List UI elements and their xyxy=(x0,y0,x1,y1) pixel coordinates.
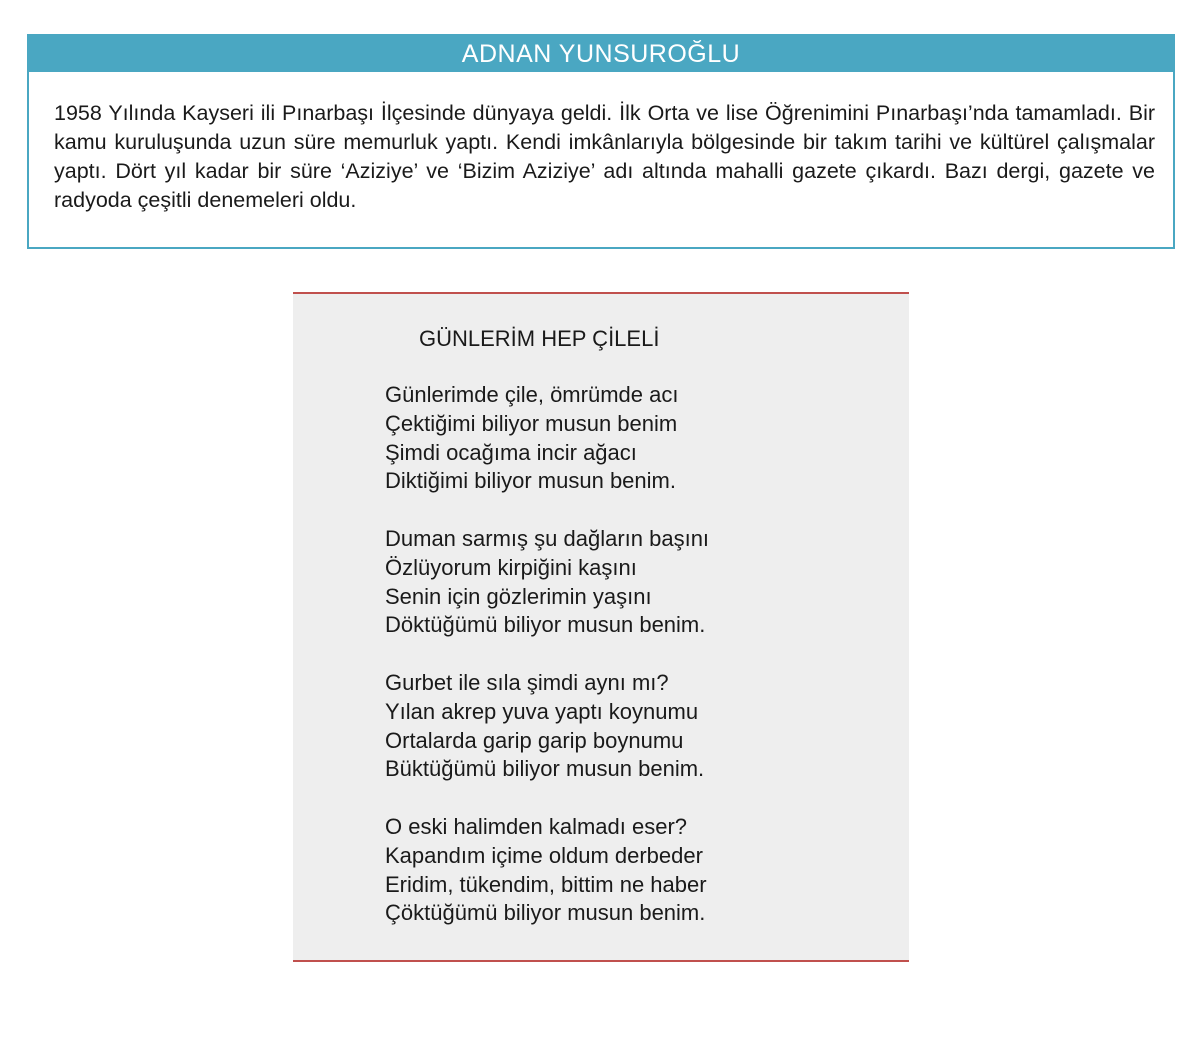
author-bio-box xyxy=(27,34,1175,249)
poem-stanza-2 xyxy=(385,525,709,640)
poem-line: Senin için gözlerimin yaşını xyxy=(385,583,652,609)
poem-line: Ortalarda garip garip boynumu xyxy=(385,727,684,753)
poem-title: GÜNLERİM HEP ÇİLELİ xyxy=(419,326,660,351)
poem-stanza-3 xyxy=(385,669,709,784)
poem-line: O eski halimden kalmadı eser? xyxy=(385,813,688,839)
poem-line: Döktüğümü biliyor musun benim. xyxy=(385,612,706,638)
poem-stanza-4 xyxy=(385,813,709,928)
poem-line: Büktüğümü biliyor musun benim. xyxy=(385,756,705,782)
poem-line: Özlüyorum kirpiğini kaşını xyxy=(385,554,637,580)
poem-line: Gurbet ile sıla şimdi aynı mı? xyxy=(385,669,669,695)
author-bio-text: 1958 Yılında Kayseri ili Pınarbaşı İlçesinde dünyaya geldi. İlk Orta ve lise Öğrenimini Pınarbaşı’nda tamamladı. Bir kamu kuruluşunda uzun süre memurluk yaptı. Kendi imkânlarıyla bölgesinde bir takım tarihi ve kültürel çalışmalar yaptı. Dört yıl kadar bir süre ‘Aziziye’ ve ‘Bizim Aziziye’ adı altında mahalli gazete çıkardı. Bazı dergi, gazete ve radyoda çeşitli denemeleri oldu. xyxy=(54,101,1155,212)
poem-line: Eridim, tükendim, bittim ne haber xyxy=(385,871,707,897)
poem-line: Duman sarmış şu dağların başını xyxy=(385,525,710,551)
poem-line: Kapandım içime oldum derbeder xyxy=(385,842,703,868)
poem-stanza-1 xyxy=(385,381,709,496)
poem-box xyxy=(293,292,909,962)
author-name-header: ADNAN YUNSUROĞLU xyxy=(29,36,1173,72)
poem-line: Şimdi ocağıma incir ağacı xyxy=(385,439,637,465)
poem-line: Günlerimde çile, ömrümde acı xyxy=(385,382,679,407)
poem-line: Diktiğimi biliyor musun benim. xyxy=(385,468,676,494)
poem-body xyxy=(385,381,709,957)
poem-line: Çöktüğümü biliyor musun benim. xyxy=(385,900,706,926)
poem-line: Çektiğimi biliyor musun benim xyxy=(385,410,678,436)
poem-line: Yılan akrep yuva yaptı koynumu xyxy=(385,698,699,724)
